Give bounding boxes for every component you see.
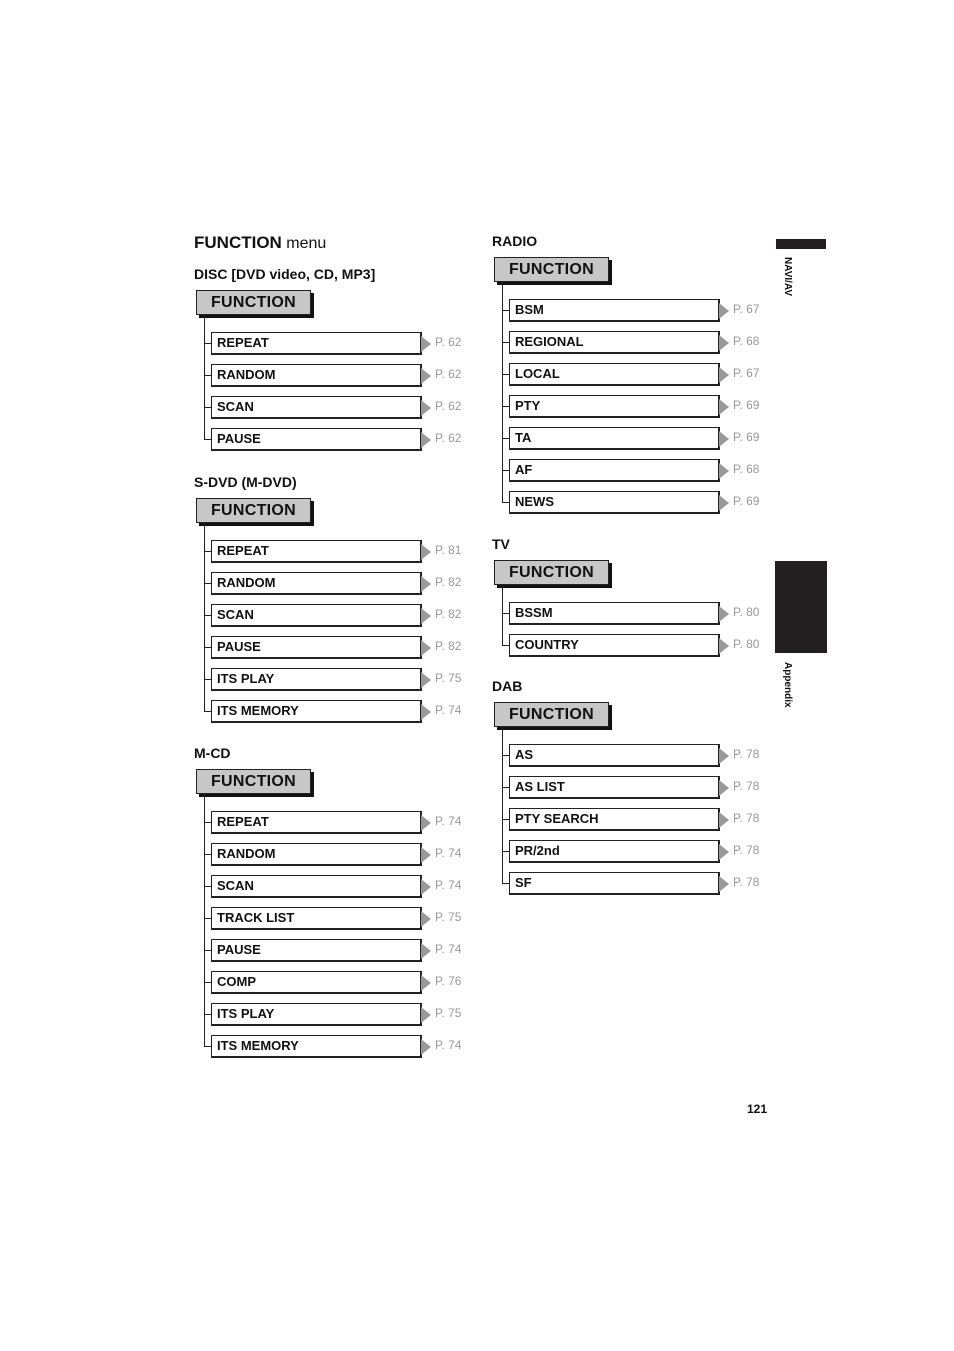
arrow-right-icon xyxy=(719,638,729,654)
menu-item-label[interactable]: AS xyxy=(509,744,720,767)
page-reference: P. 62 xyxy=(435,399,462,413)
menu-item-label[interactable]: BSSM xyxy=(509,602,720,625)
page-reference: P. 75 xyxy=(435,910,462,924)
page-reference: P. 62 xyxy=(435,431,462,445)
page-reference: P. 67 xyxy=(733,366,760,380)
menu-item-label[interactable]: ITS PLAY xyxy=(211,668,422,691)
section-title: DAB xyxy=(492,678,523,694)
arrow-right-icon xyxy=(719,367,729,383)
menu-item-label[interactable]: PAUSE xyxy=(211,636,422,659)
menu-item-label[interactable]: SCAN xyxy=(211,396,422,419)
function-button[interactable]: FUNCTION xyxy=(494,560,609,585)
menu-item-label[interactable]: TA xyxy=(509,427,720,450)
menu-item-label[interactable]: COUNTRY xyxy=(509,634,720,657)
arrow-right-icon xyxy=(421,879,431,895)
menu-item-label[interactable]: SF xyxy=(509,872,720,895)
page-reference: P. 81 xyxy=(435,543,462,557)
tree-branch-tick xyxy=(204,822,211,823)
section-title: TV xyxy=(492,536,510,552)
menu-item-label[interactable]: AS LIST xyxy=(509,776,720,799)
arrow-right-icon xyxy=(421,368,431,384)
tree-branch-tick xyxy=(204,551,211,552)
tree-branch-tick xyxy=(204,982,211,983)
menu-item-label[interactable]: BSM xyxy=(509,299,720,322)
tree-branch-tick xyxy=(204,918,211,919)
arrow-right-icon xyxy=(719,812,729,828)
page-reference: P. 69 xyxy=(733,494,760,508)
tree-branch-tick xyxy=(502,406,509,407)
tree-branch-tick xyxy=(204,407,211,408)
page-reference: P. 80 xyxy=(733,605,760,619)
tree-connector-line xyxy=(502,727,503,884)
function-button[interactable]: FUNCTION xyxy=(494,702,609,727)
tree-branch-tick xyxy=(502,755,509,756)
menu-item-label[interactable]: SCAN xyxy=(211,604,422,627)
menu-item-label[interactable]: RANDOM xyxy=(211,572,422,595)
tree-branch-tick xyxy=(502,310,509,311)
arrow-right-icon xyxy=(421,432,431,448)
arrow-right-icon xyxy=(421,544,431,560)
section-title: S-DVD (M-DVD) xyxy=(194,474,297,490)
menu-item-label[interactable]: PAUSE xyxy=(211,428,422,451)
menu-item-label[interactable]: PTY xyxy=(509,395,720,418)
section-title: DISC [DVD video, CD, MP3] xyxy=(194,266,376,282)
arrow-right-icon xyxy=(421,815,431,831)
function-button[interactable]: FUNCTION xyxy=(196,498,311,523)
arrow-right-icon xyxy=(421,1039,431,1055)
page-reference: P. 82 xyxy=(435,639,462,653)
arrow-right-icon xyxy=(719,606,729,622)
arrow-right-icon xyxy=(719,431,729,447)
tree-branch-tick xyxy=(502,787,509,788)
page-reference: P. 74 xyxy=(435,878,462,892)
tree-connector-line xyxy=(502,585,503,646)
tree-branch-tick xyxy=(204,679,211,680)
side-label-appendix: Appendix xyxy=(782,662,793,708)
arrow-right-icon xyxy=(719,748,729,764)
arrow-right-icon xyxy=(719,844,729,860)
arrow-right-icon xyxy=(719,335,729,351)
page-reference: P. 78 xyxy=(733,779,760,793)
page-reference: P. 69 xyxy=(733,430,760,444)
tree-branch-tick xyxy=(502,613,509,614)
tree-branch-tick xyxy=(204,615,211,616)
page-number: 121 xyxy=(747,1102,768,1116)
function-button[interactable]: FUNCTION xyxy=(196,769,311,794)
arrow-right-icon xyxy=(421,943,431,959)
arrow-right-icon xyxy=(421,336,431,352)
arrow-right-icon xyxy=(421,640,431,656)
page-reference: P. 69 xyxy=(733,398,760,412)
page-reference: P. 76 xyxy=(435,974,462,988)
menu-item-label[interactable]: ITS MEMORY xyxy=(211,700,422,723)
page-reference: P. 74 xyxy=(435,942,462,956)
page-reference: P. 75 xyxy=(435,1006,462,1020)
tree-branch-tick xyxy=(204,886,211,887)
arrow-right-icon xyxy=(421,608,431,624)
page-reference: P. 62 xyxy=(435,367,462,381)
tree-connector-line xyxy=(204,315,205,440)
menu-item-label[interactable]: REPEAT xyxy=(211,540,422,563)
arrow-right-icon xyxy=(719,495,729,511)
tree-branch-tick xyxy=(502,883,509,884)
tree-branch-tick xyxy=(502,502,509,503)
menu-item-label[interactable]: REGIONAL xyxy=(509,331,720,354)
tree-branch-tick xyxy=(502,342,509,343)
menu-item-label[interactable]: SCAN xyxy=(211,875,422,898)
tree-branch-tick xyxy=(502,819,509,820)
tree-branch-tick xyxy=(502,470,509,471)
page-reference: P. 78 xyxy=(733,747,760,761)
tree-branch-tick xyxy=(204,854,211,855)
menu-item-label[interactable]: TRACK LIST xyxy=(211,907,422,930)
arrow-right-icon xyxy=(719,780,729,796)
arrow-right-icon xyxy=(421,1007,431,1023)
menu-item-label[interactable]: REPEAT xyxy=(211,332,422,355)
page-title-bold: FUNCTION xyxy=(194,233,282,252)
tree-branch-tick xyxy=(204,583,211,584)
page-reference: P. 74 xyxy=(435,814,462,828)
arrow-right-icon xyxy=(719,876,729,892)
menu-item-label[interactable]: REPEAT xyxy=(211,811,422,834)
page-reference: P. 68 xyxy=(733,334,760,348)
page-title-rest: menu xyxy=(281,235,327,252)
menu-item-label[interactable]: ITS MEMORY xyxy=(211,1035,422,1058)
arrow-right-icon xyxy=(421,576,431,592)
page-reference: P. 62 xyxy=(435,335,462,349)
section-title: RADIO xyxy=(492,233,538,249)
arrow-right-icon xyxy=(421,400,431,416)
page-title xyxy=(194,233,326,253)
arrow-right-icon xyxy=(421,911,431,927)
menu-item-label[interactable]: RANDOM xyxy=(211,364,422,387)
menu-item-label[interactable]: ITS PLAY xyxy=(211,1003,422,1026)
side-tab-navi-av xyxy=(776,239,826,249)
page-reference: P. 78 xyxy=(733,811,760,825)
page-reference: P. 80 xyxy=(733,637,760,651)
tree-branch-tick xyxy=(502,374,509,375)
arrow-right-icon xyxy=(421,975,431,991)
page-reference: P. 74 xyxy=(435,1038,462,1052)
tree-connector-line xyxy=(204,794,205,1047)
function-button[interactable]: FUNCTION xyxy=(196,290,311,315)
tree-branch-tick xyxy=(502,438,509,439)
page-reference: P. 67 xyxy=(733,302,760,316)
tree-branch-tick xyxy=(502,851,509,852)
arrow-right-icon xyxy=(719,303,729,319)
arrow-right-icon xyxy=(421,847,431,863)
section-title: M-CD xyxy=(194,745,231,761)
page-reference: P. 74 xyxy=(435,703,462,717)
tree-branch-tick xyxy=(204,375,211,376)
page-reference: P. 78 xyxy=(733,843,760,857)
menu-item-label[interactable]: AF xyxy=(509,459,720,482)
tree-branch-tick xyxy=(204,343,211,344)
tree-branch-tick xyxy=(204,439,211,440)
page-reference: P. 75 xyxy=(435,671,462,685)
menu-item-label[interactable]: PTY SEARCH xyxy=(509,808,720,831)
function-button[interactable]: FUNCTION xyxy=(494,257,609,282)
page-reference: P. 78 xyxy=(733,875,760,889)
tree-branch-tick xyxy=(204,711,211,712)
arrow-right-icon xyxy=(421,672,431,688)
tree-branch-tick xyxy=(204,1046,211,1047)
menu-item-label[interactable]: RANDOM xyxy=(211,843,422,866)
tree-branch-tick xyxy=(204,647,211,648)
tree-branch-tick xyxy=(204,950,211,951)
menu-item-label[interactable]: NEWS xyxy=(509,491,720,514)
arrow-right-icon xyxy=(719,463,729,479)
menu-item-label[interactable]: COMP xyxy=(211,971,422,994)
menu-item-label[interactable]: PR/2nd xyxy=(509,840,720,863)
page-reference: P. 68 xyxy=(733,462,760,476)
tree-branch-tick xyxy=(502,645,509,646)
side-tab-appendix xyxy=(775,561,827,653)
side-label-navi-av: NAVI/AV xyxy=(782,257,793,297)
menu-item-label[interactable]: LOCAL xyxy=(509,363,720,386)
page-reference: P. 74 xyxy=(435,846,462,860)
page-reference: P. 82 xyxy=(435,607,462,621)
page-reference: P. 82 xyxy=(435,575,462,589)
tree-branch-tick xyxy=(204,1014,211,1015)
arrow-right-icon xyxy=(421,704,431,720)
menu-item-label[interactable]: PAUSE xyxy=(211,939,422,962)
arrow-right-icon xyxy=(719,399,729,415)
